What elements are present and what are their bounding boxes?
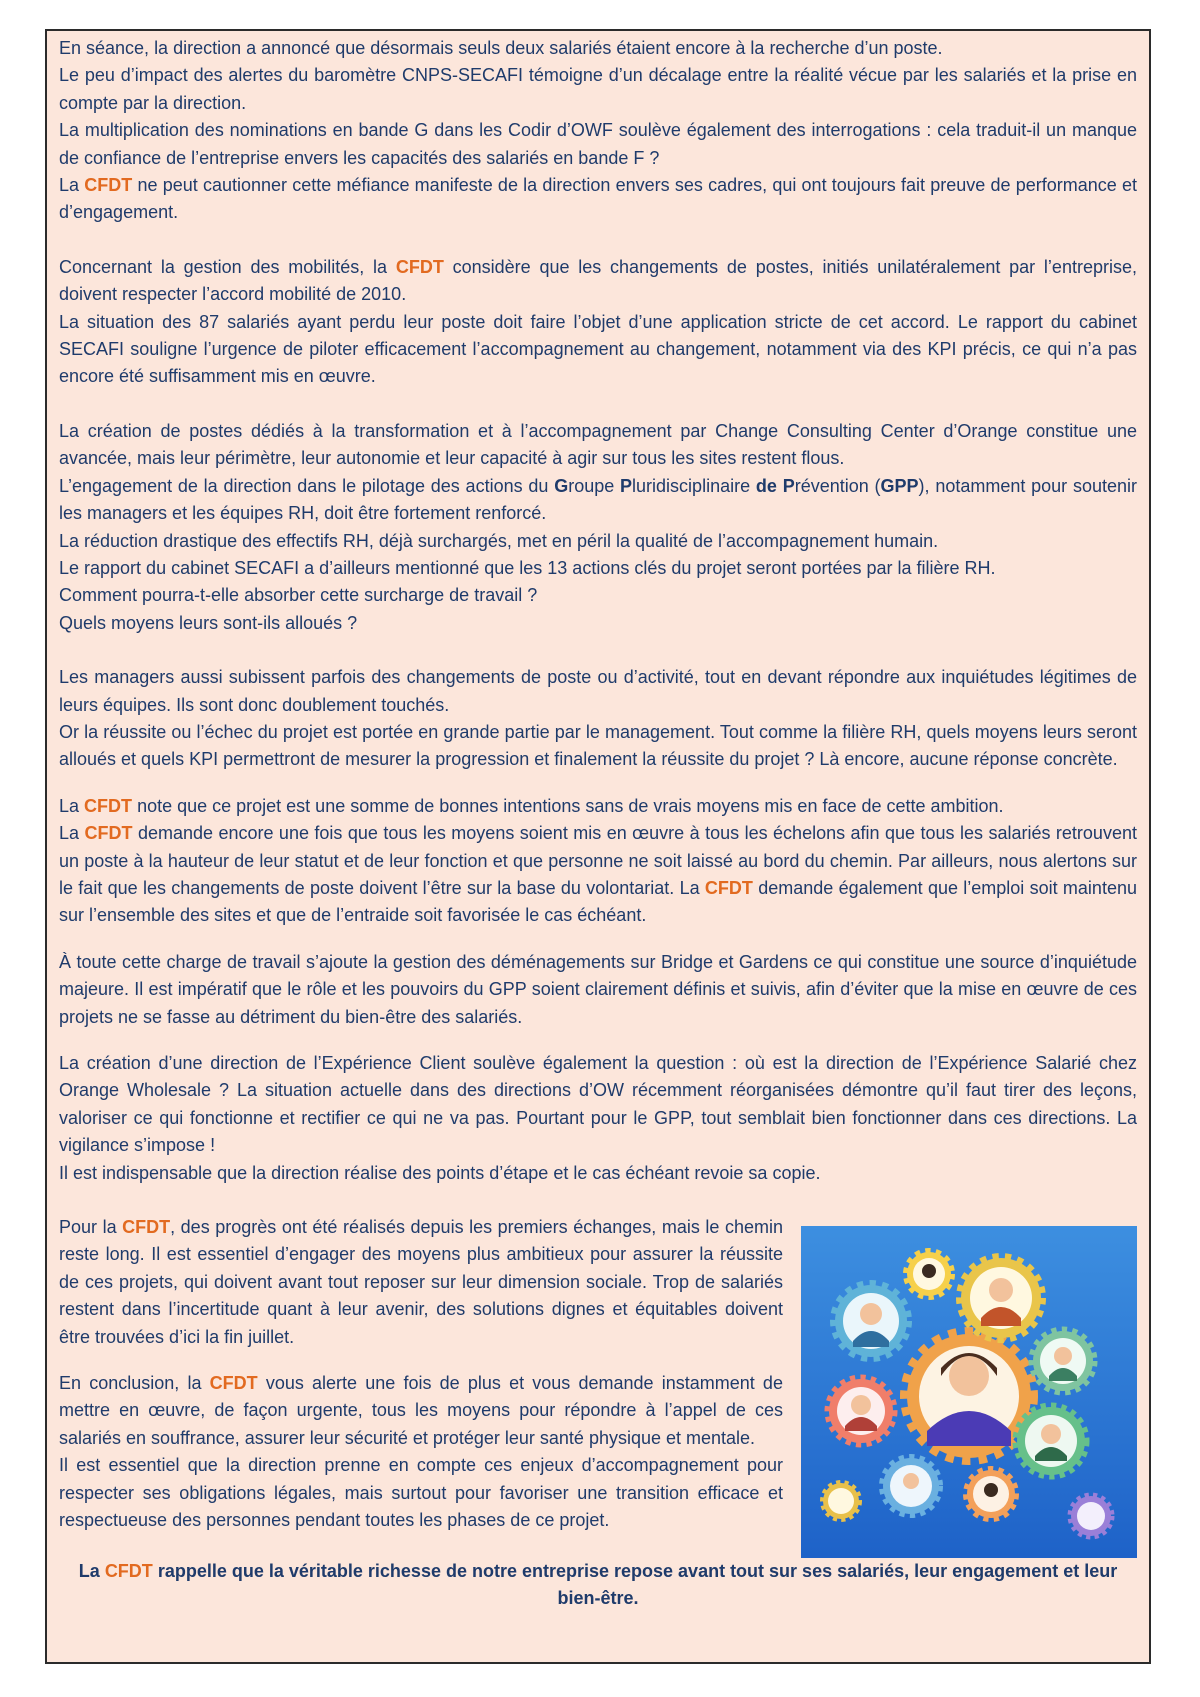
document-frame	[45, 29, 1151, 1664]
cfdt-mention: CFDT	[209, 1373, 258, 1394]
paragraph: La situation des 87 salariés ayant perdu leur poste doit faire l’objet d’une application stricte de cet accord. Le rapport du cabinet SECAFI souligne l’urgence de piloter efficacement l’accompagnement au changement, notamment via des KPI précis, ce qui n’a pas encore été suffisamment mis en œuvre.	[59, 311, 1137, 387]
gear-icon	[961, 1258, 1041, 1338]
paragraph: Comment pourra-t-elle absorber cette surcharge de travail ?	[59, 585, 538, 606]
cfdt-mention: CFDT	[104, 1561, 153, 1582]
paragraph: À toute cette charge de travail s’ajoute la gestion des déménagements sur Bridge et Gardens ce qui constitue une source d’inquiétude majeure. Il est impératif que le rôle et les pouvoirs du GPP soient clairement définis et suivis, afin d’éviter que la mise en œuvre de ces projets ne se fasse au détriment du bien-être des salariés.	[59, 951, 1137, 1027]
paragraph: Les managers aussi subissent parfois des changements de poste ou d’activité, tout en devant répondre aux inquiétudes légitimes de leurs équipes. Ils sont donc doublement touchés.	[59, 667, 1137, 715]
gear-icon	[835, 1285, 907, 1357]
paragraph: La création de postes dédiés à la transformation et à l’accompagnement par Change Consulting Center d’Orange constitue une avancée, mais leur périmètre, leur autonomie et leur capacité à agir sur tous les sites restent flous.	[59, 420, 1137, 469]
document-body	[59, 35, 1137, 1613]
cfdt-mention: CFDT	[84, 795, 133, 816]
people-gears-icon	[801, 1226, 1137, 1558]
gpp-abbr: GPP	[880, 475, 919, 496]
closing-section	[59, 1214, 1137, 1558]
paragraph: La CFDT note que ce projet est une somme de bonnes intentions sans de vrais moyens mis en face de cette ambition.	[59, 795, 1004, 816]
closing-statement: La CFDT rappelle que la véritable richesse de notre entreprise repose avant tout sur ses salariés, leur engagement et leur bien-être.	[78, 1561, 1118, 1609]
paragraph: Or la réussite ou l’échec du projet est portée en grande partie par le management. Tout comme la filière RH, quels moyens leurs seront alloués et quels KPI permettront de mesurer la progression et finalement la réussite du projet ? Là encore, aucune réponse concrète.	[59, 721, 1137, 770]
paragraph: Le rapport du cabinet SECAFI a d’ailleurs mentionné que les 13 actions clés du projet seront portées par la filière RH.	[59, 557, 996, 578]
gear-icon	[907, 1334, 1031, 1458]
cfdt-mention: CFDT	[704, 877, 753, 898]
gear-icon	[1017, 1407, 1085, 1475]
paragraph: La CFDT ne peut cautionner cette méfiance manifeste de la direction envers ses cadres, qui ont toujours fait preuve de performance et d’engagement.	[59, 175, 1137, 223]
cfdt-mention: CFDT	[84, 823, 133, 844]
paragraph: Concernant la gestion des mobilités, la CFDT considère que les changements de postes, initiés unilatéralement par l’entreprise, doivent respecter l’accord mobilité de 2010.	[59, 256, 1137, 305]
gear-icon	[1071, 1496, 1111, 1536]
cfdt-mention: CFDT	[84, 175, 133, 196]
paragraph: En séance, la direction a annoncé que désormais seuls deux salariés étaient encore à la recherche d’un poste.	[59, 38, 943, 58]
paragraph: Il est essentiel que la direction prenne en compte ces enjeux d’accompagnement pour respecter ses obligations légales, mais surtout pour favoriser une transition efficace et respectueuse des personnes pendant toutes les phases de ce projet.	[59, 1455, 783, 1531]
gear-icon	[823, 1483, 859, 1519]
paragraph: L’engagement de la direction dans le pilotage des actions du Groupe Pluridisciplinaire de Prévention (GPP), notamment pour soutenir les managers et les équipes RH, doit être fortement renforcé.	[59, 475, 1138, 524]
paragraph: Pour la CFDT, des progrès ont été réalisés depuis les premiers échanges, mais le chemin reste long. Il est essentiel d’engager des moyens plus ambitieux pour assurer la réussite de ces projets, qui doivent avant tout reposer sur leur dimension sociale. Trop de salariés restent dans l’incertitude quant à leur avenir, des solutions dignes et équitables doivent être trouvées d’ici la fin juillet.	[59, 1217, 783, 1347]
paragraph: La CFDT demande encore une fois que tous les moyens soient mis en œuvre à tous les échelons afin que tous les salariés retrouvent un poste à la hauteur de leur statut et de leur fonction et que personne ne soit laissé au bord du chemin. Par ailleurs, nous alertons sur le fait que les changements de poste doivent l’être sur la base du volontariat. La CFDT demande également que l’emploi soit maintenu sur l’ensemble des sites et que de l’entraide soit favorisée le cas échéant.	[59, 823, 1137, 926]
paragraph: Quels moyens leurs sont-ils alloués ?	[59, 612, 358, 633]
paragraph: Le peu d’impact des alertes du baromètre CNPS-SECAFI témoigne d’un décalage entre la réalité vécue par les salariés et la prise en compte par la direction.	[59, 65, 1137, 113]
gear-icon	[883, 1458, 939, 1514]
gear-icon	[907, 1252, 951, 1296]
cfdt-mention: CFDT	[122, 1217, 171, 1238]
paragraph: La réduction drastique des effectifs RH, déjà surchargés, met en péril la qualité de l’accompagnement humain.	[59, 530, 939, 551]
paragraph: La multiplication des nominations en bande G dans les Codir d’OWF soulève également des interrogations : cela traduit-il un manque de confiance de l’entreprise envers les capacités des salariés en bande F ?	[59, 120, 1137, 168]
paragraph: La création d’une direction de l’Expérience Client soulève également la question : où est la direction de l’Expérience Salarié chez Orange Wholesale ? La situation actuelle dans des directions d’OW récemment réorganisées démontre qu’il faut tirer des leçons, valoriser ce qui fonctionne et rectifier ce qui ne va pas. Pourtant pour le GPP, tout semblait bien fonctionner dans ces directions. La vigilance s’impose !	[59, 1053, 1137, 1156]
paragraph: Il est indispensable que la direction réalise des points d’étape et le cas échéant revoie sa copie.	[59, 1162, 821, 1183]
gear-icon	[1033, 1331, 1093, 1391]
cfdt-mention: CFDT	[395, 256, 444, 277]
gear-icon	[967, 1470, 1015, 1518]
closing-text	[59, 1214, 783, 1558]
paragraph: En conclusion, la CFDT vous alerte une fois de plus et vous demande instamment de mettre en œuvre, de façon urgente, tous les moyens pour répondre à l’appel de ces salariés en souffrance, assurer leur sécurité et protéger leur santé physique et mentale.	[59, 1373, 783, 1448]
gear-icon	[829, 1379, 893, 1443]
